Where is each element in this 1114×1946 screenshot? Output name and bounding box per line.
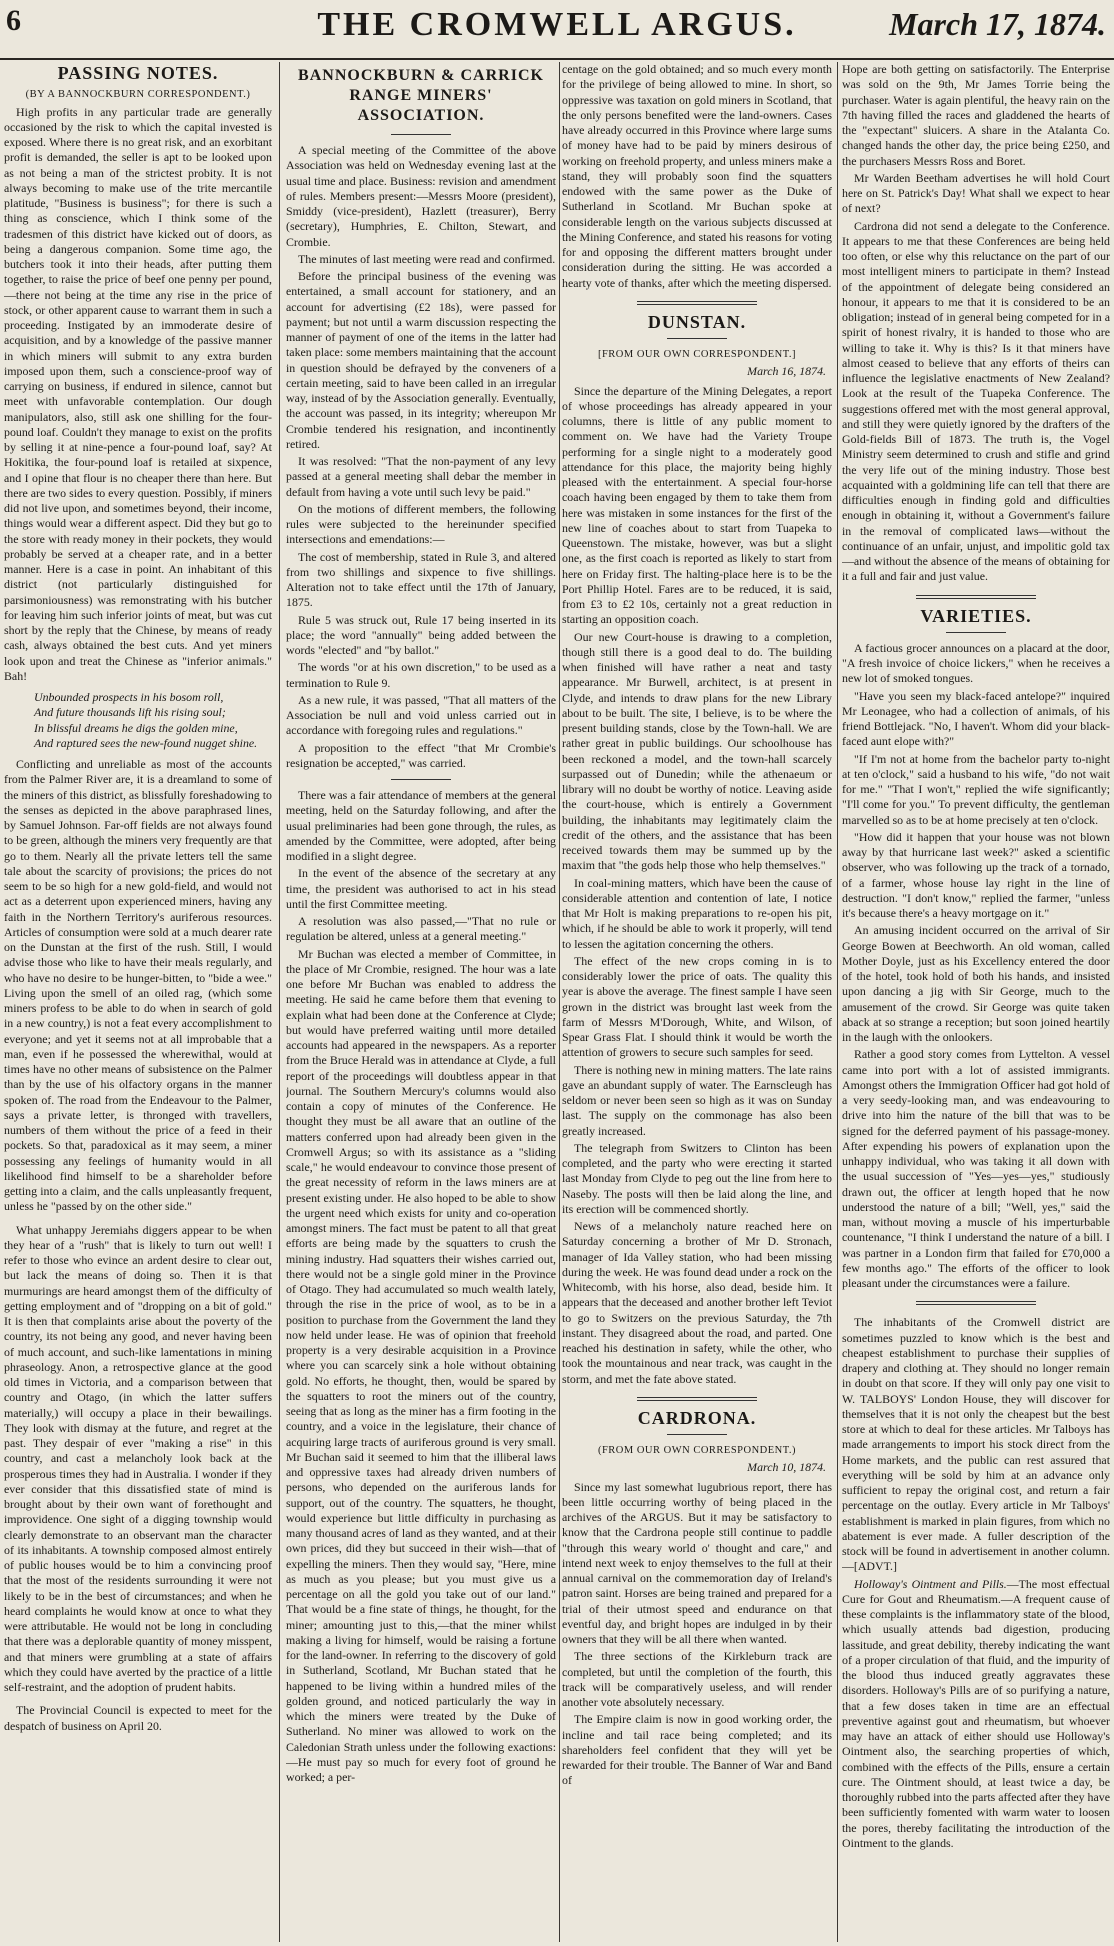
dunstan-para-3: In coal-mining matters, which have been the cause of considerable attention and contention of late, I notice that Mr Holt is making preparations to re-open his pit, which, if he should be able to work it properly, will tend to lessen the agitation concerning the others.	[562, 875, 832, 951]
passing-notes-byline: (BY A BANNOCKBURN CORRESPONDENT.)	[25, 89, 251, 101]
varieties-item: "Have you seen my black-faced antelope?" inquired Mr Leonagee, who had a collection of animals, of his friend Bottlejack. "No, I haven't. Whom did your black-faced aunt elope with?"	[842, 688, 1110, 749]
poem-line: Unbounded prospects in his bosom roll,	[34, 690, 224, 704]
bannockburn-continued: centage on the gold obtained; and so much every month for the privilege of being allowed to mine. In short, so oppressive was taxation on gold miners in Scotland, that the only persons benefited were the land-owners. Cases have already occurred in this Province where large sums of money have had to be paid by miners desirous of working on freehold property, and unless miners make a stand, they will probably soon find the squatters endowed with the same power as the Duke of Sutherland in Scotland. Mr Buchan spoke at considerable length on the various subjects discussed at the Mining Conference, and stated his reasons for voting for and opposing the different matters brought under consideration during the sitting. He was accorded a hearty vote of thanks, after which the meeting dispersed.	[562, 62, 832, 290]
cardrona-para-4: Mr Warden Beetham advertises he will hold Court here on St. Patrick's Day! What shall we expect to hear of next?	[842, 170, 1110, 216]
section-rule	[637, 1397, 757, 1401]
poem-line: And future thousands lift his rising soul;	[34, 705, 226, 720]
passing-notes-para-2: Conflicting and unreliable as most of the accounts from the Palmer River are, it is a dreamland to some of the miners of this district, as blissfully foreshadowing to the senses as depicted in the above paraphrased lines, by Samuel Johnson. Far-off fields are not always found to be green, although the miners very frequently are that go to them. Nearly all the private letters tell the same tale about the scarcity of provisions; the prices do not seem to be so high for a new gold-field, and would not act as a deterrent upon experienced miners, having any faith in the Northern Territory's auriferous resources. Articles of consumption were sold at a much dearer rate on the Dunstan at the first of the rush. Still, I would advise those who like to have their meals regularly, and who have no desire to be hunger-bitten, to "bide a wee." Living upon the smell of an oiled rag, (which some miners profess to be able to do when in search of gold in a new country,) is not a feat every accomplishment to everyone; and yet it seems not at all improbable that a man, even if he possessed the wherewithal, would at times have no other means of subsistence on the Palmer than by the use of his olfactory organs in the manner spoken of. The road from the Endeavour to the Palmer, says a private letter, is thronged with travellers, numbers of them without the price of a feed in their pockets. So that, paradoxical as it may seem, a miner possessing any feelings of humanity would in all likelihood find himself to be a shareholder before getting into a claim, and the calls unpleasantly frequent, unless he "passed by on the other side."	[4, 757, 272, 1214]
bannockburn-para-5: On the motions of different members, the following rules were subjected to the hereinunder specified intersections and emendations:—	[286, 501, 556, 547]
heading-rule	[667, 338, 727, 339]
passing-notes-para-4: The Provincial Council is expected to meet for the despatch of business on April 20.	[4, 1703, 272, 1733]
section-rule	[916, 1301, 1036, 1305]
newspaper-title: THE CROMWELL ARGUS.	[317, 6, 797, 43]
dunstan-para-7: News of a melancholy nature reached here on Saturday concerning a brother of Mr D. Stronach, manager of Ida Valley station, who had been missing during the week. He was found dead under a rock on the Whitecomb, with his horse, also dead, beside him. It appears that the deceased and another brother left Teviot to go to Switzers on the previous Saturday, the 7th instant. They disagreed about the road, and parted. One reached his destination in safety, while the other, who took the mountainous and near track, was caught in the storm, and met the fate above stated.	[562, 1219, 832, 1386]
bannockburn-para-2: The minutes of last meeting were read and confirmed.	[298, 251, 556, 266]
talboys-advertisement: The inhabitants of the Cromwell district are sometimes puzzled to know which is the best and cheapest establishment to purchase their supplies of drapery and clothing at. They should no longer remain in doubt on that score. If they will only pay one visit to W. TALBOYS' London House, they will discover for themselves that it is not only the cheapest but the best store at which to deal for these articles. Mr Talboys has made arrangements to import his stock direct from the Home markets, and the public can rest assured that everything will be sold by him at an advance only sufficient to repay the original cost, and return a fair percentage on the outlay. Every article in Mr Talboys' establishment is marked in plain figures, from which no abatement is ever made. A fuller description of the stock will be found in advertisement in another column.—[ADVT.]	[842, 1315, 1110, 1574]
varieties-item: "How did it happen that your house was not blown away by that hurricane last week?" asked a scientific observer, who was following up the track of a tornado, of a farmer, whose house lay right in the line of destruction. "I don't know," replied the farmer, "unless it's because there's a heavy mortgage on it."	[842, 829, 1110, 920]
issue-date: March 17, 1874.	[889, 6, 1106, 42]
column-1	[4, 62, 272, 1942]
heading-rule	[946, 632, 1006, 633]
cardrona-byline: (FROM OUR OWN CORRESPONDENT.)	[597, 1445, 797, 1456]
bannockburn-para-10: A proposition to the effect "that Mr Crombie's resignation be accepted," was carried.	[286, 740, 556, 770]
cardrona-heading: CARDRONA.	[637, 1407, 757, 1428]
page-number: 6	[6, 4, 21, 37]
column-2	[286, 62, 556, 1942]
dunstan-para-2: Our new Court-house is drawing to a completion, though still there is a good deal to do. The building when finished will have rather a neat and tasty appearance. Mr Burwell, architect, is at present in Clyde, and intends to draw plans for the new Library about to be built. The site, I believe, is to be where the present building stands, close by the Town-hall. We are rather great in public buildings. Our schoolhouse has been reckoned a model, and the town-hall scarcely surpassed out of Dunedin; while the athenaeum or library will no doubt be worthy of notice. Leaving aside the court-house, which is entirely a Government building, the inhabitants may legitimately claim the credit of the others, and the assistance that has been received towards them may be summed up by the maxim that "the gods help those who help themselves."	[562, 629, 832, 873]
masthead	[0, 0, 1114, 60]
dunstan-para-4: The effect of the new crops coming in is to considerably lower the price of oats. The quality this year is above the average. The finest sample I have seen grown in the district was brought last week from the farm of Messrs M'Dorough, White, and Wilson, of Spear Grass Flat. I should think it would be worth the attention of growers to secure such samples for seed.	[562, 953, 832, 1060]
bannockburn-para-13: A resolution was also passed,—"That no rule or regulation be altered, unless at a general meeting."	[286, 914, 556, 944]
passing-notes-heading: PASSING NOTES.	[57, 63, 219, 83]
bannockburn-heading: BANNOCKBURN & CARRICK RANGE MINERS' ASSOCIATION.	[298, 67, 544, 124]
poem	[34, 690, 272, 751]
dunstan-date: March 16, 1874.	[747, 364, 826, 379]
column-rule-1	[279, 62, 280, 1942]
dunstan-heading: DUNSTAN.	[647, 311, 747, 332]
holloway-advertisement	[842, 1577, 1110, 1852]
varieties-item: A factious grocer announces on a placard at the door, "A fresh invoice of choice lickers," when he receives a new lot of smoked tongues.	[842, 640, 1110, 686]
column-3	[562, 62, 832, 1942]
heading-rule	[391, 134, 451, 135]
section-rule	[637, 301, 757, 305]
cardrona-para-3: The Empire claim is now in good working order, the incline and tail race being completed; and its shareholders feel confident that they will yet be rewarded for their trouble. The Banner of War and Band of	[562, 1712, 832, 1788]
bannockburn-para-6: The cost of membership, stated in Rule 3, and altered from two shillings and sixpence to five shillings. Alteration not to take effect until the 17th of January, 1875.	[286, 549, 556, 610]
holloway-title: Holloway's Ointment and Pills.	[854, 1576, 1007, 1591]
column-4	[842, 62, 1110, 1942]
bannockburn-para-1: A special meeting of the Committee of the above Association was held on Wednesday evening last at the usual time and place. Business: revision and amendment of rules. Members present:—Messrs Moore (president), Smiddy (vice-president), Hazlett (treasurer), Berry (secretary), Humphries, E. Chilton, Stewart, and Crombie.	[286, 143, 556, 249]
cardrona-para-2: The three sections of the Kirkleburn track are completed, but until the completion of the fourth, this track will be comparatively useless, and will render another vote absolutely necessary.	[562, 1649, 832, 1709]
cardrona-para-5: Cardrona did not send a delegate to the Conference. It appears to me that these Conferences are being held too often, or else why this reluctance on the part of our most intelligent miners to participate in them? Instead of the appointment of delegate being considered an honour, it appears to me that it is considered to be an obligation; instead of in general being competed for in a spirit of honest rivalry, it is handed to those who are willing to take it. Why is this? Is it that miners have almost ceased to believe that any efforts of theirs can influence the legislative enactments of New Zealand? Look at the result of the Tuapeka Conference. The suggestions offered met with the most general approval, and still they were quietly ignored by the drafters of the Gold-fields Bill of 1873. The truth is, the Vogel Ministry seem determined to crush and stifle and grind the very life out of the mining industry. Those best acquainted with a goldmining life can tell that there are difficulties enough in finding gold and difficulties enough in obtaining it, without a Government's failure in the removal of complicated laws—without the continuance of an unfair, unjust, and impolitic gold tax—and without the absence of the means of obtaining for it a full and fair and just value.	[842, 218, 1110, 584]
dunstan-para-6: The telegraph from Switzers to Clinton has been completed, and the party who were erecting it started last Monday from Clyde to peg out the line from here to Naseby. The posts will then be laid along the line, and its erection will be commenced shortly.	[562, 1140, 832, 1216]
bannockburn-para-4: It was resolved: "That the non-payment of any levy passed at a general meeting shall debar the member in default from having a vote until such levy be paid."	[286, 454, 556, 499]
section-rule	[391, 779, 451, 780]
varieties-item: "If I'm not at home from the bachelor party to-night at ten o'clock," said a husband to his wife, "do not wait for me." "That I won't," replied the wife significantly; "I'll come for you." To prevent difficulty, the gentleman marvelled so as to be at home precisely at ten o'clock.	[842, 751, 1110, 827]
bannockburn-para-14: Mr Buchan was elected a member of Committee, in the place of Mr Crombie, resigned. The hour was a late one before Mr Buchan was enabled to address the meeting. He said he came before them that evening to explain what had been done at the Conference at Clyde; but would have preferred waiting until more detailed accounts had appeared in the newspapers. As a reporter from the Bruce Herald was in attendance at Clyde, a full report of the proceedings will doubtless appear in that journal. The Southern Mercury's columns would also contain a copy of minutes of the Conference. He thought they must be all aware that an outline of the matters conferred upon had already been given in the Cromwell Argus; so with its assistance as a "sliding scale," he would endeavour to convince those present of the great necessity of reform in the laws miners are at present existing under. He also hoped to be able to show the urgent need which exists for unity and co-operation amongst miners. The fact must be patent to all that great efforts are being made by the squatters to crush the mining industry. Had squatters their wishes carried out, there would not be a single gold miner in the Province of Otago. They had accumulated so much wealth lately, through the rise in the price of wool, as to be in a position to purchase from the Government the land they now held under lease. He was of opinion that freehold property is a very desirable acquisition in a Province where you can scarcely sink a hole without obtaining gold. No efforts, he thought, then, would be spared by the squatters to root the miners out of the country, seeing that as long as the miner has a firm footing in the country, and a voice in the legislature, their chance of acquiring large tracts of auriferous ground is very small. Mr Buchan said it seemed to him that the illiberal laws and oppressive taxes had already driven numbers of persons, who depended on the auriferous lands for support, out of the country. The squatters, he thought, would experience but little difficulty in purchasing as many thousand acres of land as they wanted, and at their own prices, did they but succeed in their wish—that of expelling the miners. Then they would say, "Here, mine as much as you please; but you must give us a percentage on all the gold you take out of our land." That would be a fine state of things, he thought, for the miner; amounting just to this,—that the miner whilst making a living for himself, would be raising a fortune for the land-owner. In referring to the discovery of gold in Sutherland, Scotland, Mr Buchan stated that he happened to be living within a hundred miles of the golden ground, and noticed particularly the way in which the miners were treated by the Duke of Sutherland. No miner was allowed to work on the Caledonian Strath unless under the following exactions:—He must pay so much for every foot of ground he worked; a per-	[286, 946, 556, 1784]
passing-notes-para-3: What unhappy Jeremiahs diggers appear to be when they hear of a "rush" that is likely to turn out well! I refer to those who evince an ardent desire to clear out, but lack the means of doing so. Then it is that murmurings are heard amongst them of the difficulty of getting employment and of "dropping on a bit of gold." It is then that complaints arise about the poverty of the country, its not being any good, and never having been of much account, and such-like lamentations in mining phraseology. Anon, a retrospective glance at the good old times in Victoria, and a comparison between that country and Otago, (in which the latter suffers materially,) will occupy a place in their bewailings. They look with dismay at the future, and regret at the past. They despair of ever "making a rise" in this country, and cast a melancholy look back at the prosperous times they had in Australia. I wonder if they ever consider that this dissatisfied state of mind is brought about by their own want of forethought and improvidence. One sight of a digging township would clearly demonstrate to an observant man the character of its inhabitants. A township composed almost entirely of public houses would be to him a convincing proof that the most of the residents surrounding it were not likely to be in the best of circumstances; and when he heard complaints he would know at once to what they were attributable. He would not be long in concluding that there was a deplorable quantity of money misspent, and that miners were grumbling at a state of affairs which they could have averted by the practice of a little self-restraint, and the adoption of prudent habits.	[4, 1222, 272, 1694]
bannockburn-para-3: Before the principal business of the evening was entertained, a small account for stationery, and an account for advertising (£2 18s), were passed for payment; but not until a warm discussion respecting the manner of payment of one of the items in the latter had taken place: some members maintaining that the account in question should be defrayed by the conveners of a certain meeting, said to have been called in an irregular way, instead of by the Association generally. Eventually, the account was passed, in its integrity; whereupon Mr Crombie tendered his resignation, and incontinently retired.	[286, 269, 556, 451]
bannockburn-para-8: The words "or at his own discretion," to be used as a termination to Rule 9.	[286, 660, 556, 690]
dunstan-byline: [FROM OUR OWN CORRESPONDENT.]	[597, 349, 797, 360]
varieties-heading: VARIETIES.	[920, 605, 1032, 626]
poem-line: In blissful dreams he digs the golden mine,	[34, 720, 238, 735]
bannockburn-para-12: In the event of the absence of the secretary at any time, the president was authorised to act in his stead until the first Committee meeting.	[286, 866, 556, 911]
heading-rule	[667, 1434, 727, 1435]
dunstan-para-5: There is nothing new in mining matters. The late rains gave an abundant supply of water. The Earnscleugh has seldom or never been seen so high as it was on Sunday last. The supply on the commonage has also been greatly increased.	[562, 1062, 832, 1138]
bannockburn-para-11: There was a fair attendance of members at the general meeting, held on the Saturday following, and after the usual preliminaries had been gone through, the rules, as amended by the Committee, were adopted, after being modified in a slight degree.	[286, 788, 556, 863]
cardrona-date: March 10, 1874.	[747, 1460, 826, 1475]
holloway-body: —The most effectual Cure for Gout and Rheumatism.—A frequent cause of these complaints is the inflammatory state of the blood, which usually attends bad digestion, producing lassitude, and great debility, thereby indicating the want of a proper circulation of that fluid, and the impurity of the blood thus induced greatly aggravates these disorders. Holloway's Pills are of so purifying a nature, that a few doses taken in time are an effectual preventive against gout and rheumatism, but whoever may have an attack of either should use Holloway's Ointment also, the searching properties of which, combined with the effects of the Pills, ensure a certain cure. The Ointment should, at least twice a day, be thoroughly rubbed into the parts affected after they have been sufficiently fomented with warm water to loosen the pores, thereby facilitating the introduction of the Ointment to the glands.	[842, 1576, 1110, 1850]
varieties-item: An amusing incident occurred on the arrival of Sir George Bowen at Beechworth. An old woman, called Mother Doyle, just as his Excellency entered the door of the hotel, took hold of both his hands, and insisted upon dancing a jig with Sir George, much to the amusement of the crowd. Sir George was quite taken aback at so strange a reception; but soon joined heartily in the laugh with the onlookers.	[842, 923, 1110, 1044]
dunstan-para-1: Since the departure of the Mining Delegates, a report of whose proceedings has already appeared in your columns, there is little of any public moment to comment on. We have had the Variety Troupe performing for a single night to a moderately good attendance for this place, the majority being highly pleased with the entertainment. A special four-horse coach having been engaged by them to take them from here was mistaken in some instances for the first of the new line of coaches about to start from Tuapeka to Queenstown. The mistake, however, was but a slight one, as the first coach is reported as likely to start from here on Friday first. The halting-place here is to be the Port Phillip Hotel. Fares are to be reduced, it is said, from £3 to £2 10s, certainly not a great reduction in starting an opposition coach.	[562, 383, 832, 627]
bannockburn-para-9: As a new rule, it was passed, "That all matters of the Association be null and void unless carried out in accordance with foregoing rules and regulations."	[286, 692, 556, 738]
passing-notes-para-1: High profits in any particular trade are generally occasioned by the risk to which the capital invested is exposed. Where there is no great risk, and an exorbitant profit is demanded, the seller is apt to be looked upon as not being a man of the strictest probity. It is not always becoming to make use of the trite mercantile platitude, "Business is business"; for there is such a thing as conscience, which I think some of the tradesmen of this district have kicked out of doors, as being a dangerous companion. Some time ago, the butchers took it into their heads, after putting them together, to raise the price of beef one penny per pound,—there not being at the time any rise in the price of stock, or other apparent cause to warrant them in such a proceeding. Instigated by an immoderate desire of acquisition, and by a knowledge of the passive manner in which miners will submit to any extra burden imposed upon them, such a conscience-proof way of carrying on business, if endured in silence, cannot but meet with unfavorable contemplation. Our dough manipulators, also, still ask one shilling for the four-pound loaf. Couldn't they manage to exist on the profits by selling it at nine-pence a four-pound loaf, say? At Hokitika, the four-pound loaf is retailed at sixpence, and I opine that flour is no cheaper there than here. But there are two sides to every question. Possibly, if miners did not live upon, and sometimes beyond, their income, things would wear a different aspect. Did they but go to the store with ready money in their pockets, they would probably be served at a cheaper rate, and in a better manner. Here is a case in point. An inhabitant of this district (not particularly distinguished for parsimoniousness) was remonstrating with his butcher for leaving him such inferior joints of meat, but was cut short by the reply that the Chinese, by means of ready cash, always obtained the best cuts. And yet miners look upon and treat the Chinese as "inferior animals." Bah!	[4, 104, 272, 683]
bannockburn-para-7: Rule 5 was struck out, Rule 17 being inserted in its place; the word "annually" being added between the words "elected" and "by ballot."	[286, 612, 556, 657]
cardrona-continued: Hope are both getting on satisfactorily. The Enterprise was sold on the 9th, Mr James Torrie being the purchaser. Water is again plentiful, the heavy rain on the 7th having filled the races and gladdened the hearts of the "expectant" sluicers. A share in the Atalanta Co. changed hands the other day, the price being £250, and the purchasers Messrs Ross and Boret.	[842, 62, 1110, 168]
column-rule-2	[559, 62, 560, 1942]
poem-line: And raptured sees the new-found nugget shine.	[34, 735, 258, 750]
section-rule	[916, 595, 1036, 599]
column-rule-3	[837, 62, 838, 1942]
cardrona-para-1: Since my last somewhat lugubrious report, there has been little occurring worthy of being placed in the archives of the ARGUS. But it may be satisfactory to know that the Cardrona people still continue to paddle "through this weary world o' thought and care," and intend next week to enjoy themselves to the full at their annual carnival on the commemoration day of Ireland's patron saint. Horses are being trained and prepared for a trial of their utmost speed and endurance on that eventful day, and bright hopes are indulged in by their owners that they will be all there when wanted.	[562, 1479, 832, 1646]
varieties-item: Rather a good story comes from Lyttelton. A vessel came into port with a lot of assisted immigrants. Amongst others the Immigration Officer had got hold of a very seedy-looking man, and was endeavouring to drive into him the nature of the bill that was to be signed for the deferred payment of his passage-money. After expending his powers of explanation upon the unhappy individual, who was taking it all down with the usual succession of "Yes—yes—yes," studiously drawn out, the officer at length hoped that he now understood the nature of a bill; "Well, yes," said the man, without moving a muscle of his imperturbable countenance, "I think I understand the nature of a bill. I was partner in a London firm that failed for £70,000 a few months ago." The efforts of the officer to look pleasant under the circumstances were a failure.	[842, 1047, 1110, 1290]
